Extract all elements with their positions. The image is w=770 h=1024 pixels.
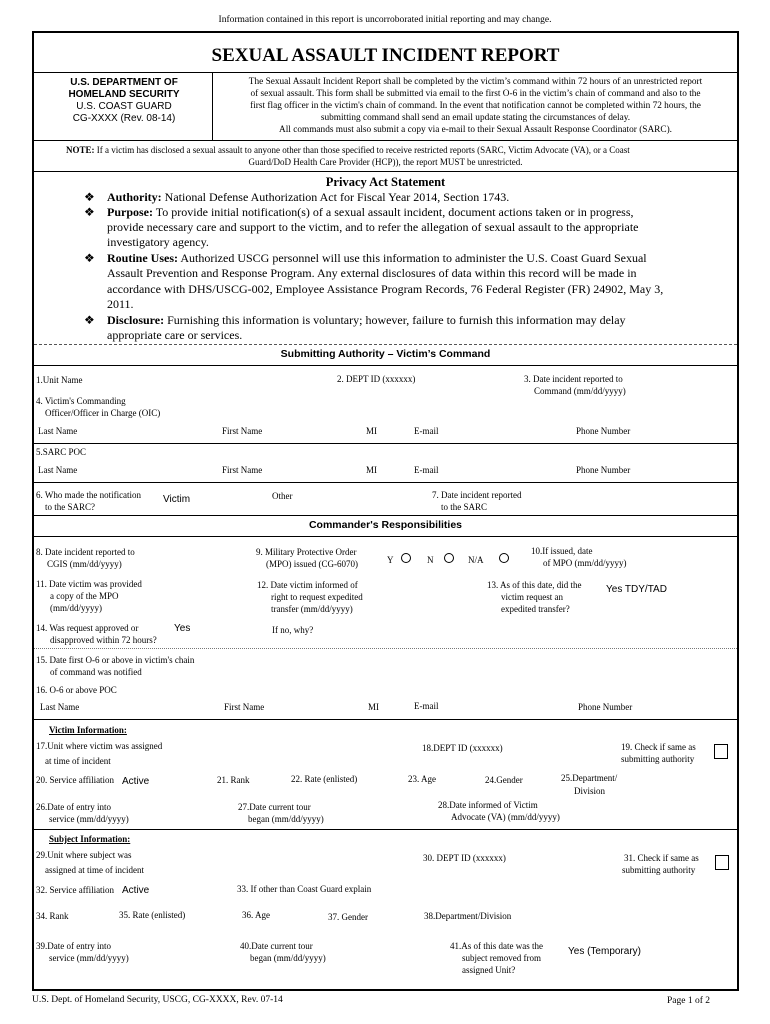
o6-notified-field[interactable]: of command was notified [50,667,142,677]
mpo-copy-label2: a copy of the MPO [50,591,119,601]
o6-first-name-field[interactable]: First Name [224,702,265,712]
date-cgis-field[interactable]: CGIS (mm/dd/yyyy) [47,559,122,569]
privacy-disclosure [107,313,626,327]
victim-dept-id-field[interactable]: 18.DEPT ID (xxxxxx) [422,743,503,753]
subject-rate-field[interactable]: 35. Rate (enlisted) [119,910,186,920]
victim-tour-label1: 27.Date current tour [238,802,311,812]
instructions-line5: All commands must also submit a copy via e-mail to their Sexual Assault Response Coordinator (SARC). [278,125,672,135]
transfer-request-label2: victim request an [501,592,563,602]
co-email-field[interactable]: E-mail [414,426,439,436]
disclosure-label: Disclosure: [107,313,165,327]
routine-text: Authorized USCG personnel will use this information to administer the U.S. Coast Guard Sexual [180,251,647,265]
sarc-first-name-field[interactable]: First Name [222,465,263,475]
note-label: NOTE: [66,145,95,155]
subject-service-label: 32. Service affiliation [36,885,115,895]
if-no-why-field[interactable]: If no, why? [272,625,314,635]
subject-department-field[interactable]: 38.Department/Division [424,911,512,921]
victim-va-label1: 28.Date informed of Victim [438,800,538,810]
diamond-bullet-icon: ❖ [84,313,95,327]
subject-removed-label2: subject removed from [462,953,541,963]
sarc-poc-label: 5.SARC POC [36,447,87,457]
date-reported-sarc-label1: 7. Date incident reported [432,490,522,500]
privacy-routine-uses [107,251,647,265]
routine-line4: 2011. [107,297,134,311]
transfer-informed-label2: right to request expedited [271,592,363,602]
routine-line3: accordance with DHS/USCG-002, Employee Assistance Program Records, 76 Federal Register (FR) 24902, May 3, [107,282,664,296]
subject-same-label2: submitting authority [622,865,696,875]
instructions-line4: submitting command shall send an email update stating the circumstances of delay. [320,113,631,123]
victim-service-select[interactable]: Active [122,776,150,787]
privacy-purpose [107,205,634,219]
sarc-last-name-field[interactable]: Last Name [38,465,78,475]
mpo-option-na-label: N/A [468,555,484,565]
request-approved-label2: disapproved within 72 hours? [50,635,157,645]
subject-tour-date-field[interactable]: began (mm/dd/yyyy) [250,953,326,963]
agency-line1: U.S. DEPARTMENT OF [70,77,178,88]
o6-phone-field[interactable]: Phone Number [578,702,633,712]
disclosure-text: Furnishing this information is voluntary; however, failure to furnish this information may delay [167,313,626,327]
victim-gender-field[interactable]: 24.Gender [485,775,523,785]
commanding-officer-label1: 4. Victim's Commanding [36,396,126,406]
date-reported-command-label1: 3. Date incident reported to [524,374,623,384]
victim-age-field[interactable]: 23. Age [408,774,436,784]
subject-gender-field[interactable]: 37. Gender [328,912,368,922]
authority-label: Authority: [107,190,162,204]
instructions-line2: of sexual assault. This form shall be submitted via email to the first O-6 in the victim’s chain of command and also to the [250,89,701,99]
transfer-request-label3: expedited transfer? [501,604,570,614]
note-line2: Guard/DoD Health Care Provider (HCP)), the report MUST be unrestricted. [248,157,523,167]
instructions-line3: first flag officer in the victim's chain of command. In the event that notification cannot be completed within 72 hours, the [250,101,701,111]
agency-line3: U.S. COAST GUARD [76,101,172,112]
mpo-option-n-label: N [427,555,434,565]
victim-rank-field[interactable]: 21. Rank [217,775,250,785]
unit-name-field[interactable]: 1.Unit Name [36,375,83,385]
dept-id-field[interactable]: 2. DEPT ID (xxxxxx) [337,374,416,384]
instructions-line1: The Sexual Assault Incident Report shall be completed by the victim’s command within 72 hours of an unrestricted report [248,77,703,87]
victim-unit-label1: 17.Unit where victim was assigned [36,741,163,751]
transfer-informed-date-field[interactable]: transfer (mm/dd/yyyy) [271,604,353,614]
form-title: SEXUAL ASSAULT INCIDENT REPORT [211,45,560,66]
mpo-label1: 9. Military Protective Order [256,547,357,557]
top-notice: Information contained in this report is uncorroborated initial reporting and may change. [218,15,552,25]
subject-unit-label1: 29.Unit where subject was [36,850,132,860]
header-divider [212,72,213,140]
mpo-copy-date-field[interactable]: (mm/dd/yyyy) [50,603,102,613]
subject-tour-label1: 40.Date current tour [240,941,313,951]
mpo-date-field[interactable]: of MPO (mm/dd/yyyy) [543,558,627,568]
subject-unit-field[interactable]: assigned at time of incident [45,865,144,875]
privacy-rule [34,344,737,345]
subject-rank-field[interactable]: 34. Rank [36,911,69,921]
privacy-heading: Privacy Act Statement [325,175,446,189]
sarc-rule [34,482,737,483]
sarc-mi-field[interactable]: MI [366,465,377,475]
o6-poc-label: 16. O-6 or above POC [36,685,117,695]
purpose-label: Purpose: [107,205,153,219]
victim-same-label1: 19. Check if same as [621,742,696,752]
commander-heading: Commander's Responsibilities [308,519,463,531]
o6-email-field[interactable]: E-mail [414,701,439,711]
purpose-text: To provide initial notification(s) of a sexual assault incident, document actions taken or in progress, [155,205,634,219]
o6-rule [34,719,737,720]
subject-entry-date-field[interactable]: service (mm/dd/yyyy) [49,953,129,963]
notification-label2: to the SARC? [45,502,96,512]
co-last-name-field[interactable]: Last Name [38,426,78,436]
victim-rule [34,829,737,830]
subject-same-label1: 31. Check if same as [624,853,699,863]
sarc-email-field[interactable]: E-mail [414,465,439,475]
diamond-bullet-icon: ❖ [84,205,95,219]
subject-removed-select[interactable]: Yes (Temporary) [568,946,641,957]
victim-rate-field[interactable]: 22. Rate (enlisted) [291,774,358,784]
notification-rule [34,515,737,516]
victim-entry-date-field[interactable]: service (mm/dd/yyyy) [49,814,129,824]
mpo-copy-label1: 11. Date victim was provided [36,579,142,589]
note-line1 [66,145,630,156]
purpose-line3: investigatory agency. [107,235,209,249]
subject-entry-label1: 39.Date of entry into [36,941,111,951]
notification-label1: 6. Who made the notification [36,490,142,500]
co-rule [34,443,737,444]
victim-unit-field[interactable]: at time of incident [45,756,111,766]
transfer-request-select[interactable]: Yes TDY/TAD [606,584,667,595]
mpo-date-label1: 10.If issued, date [531,546,593,556]
notification-select[interactable]: Victim [163,494,191,505]
victim-service-label: 20. Service affiliation [36,775,115,785]
notification-other-field[interactable]: Other [272,491,293,501]
subject-removed-label1: 41.As of this date was the [450,941,543,951]
mpo-radio-y[interactable] [401,553,411,563]
routine-label: Routine Uses: [107,251,178,265]
victim-entry-label1: 26.Date of entry into [36,802,111,812]
subject-dept-id-field[interactable]: 30. DEPT ID (xxxxxx) [423,853,506,863]
submitting-heading: Submitting Authority – Victim’s Command [280,348,491,360]
subject-service-select[interactable]: Active [122,885,150,896]
commanding-officer-label2: Officer/Officer in Charge (OIC) [45,408,161,418]
privacy-authority [107,190,509,204]
o6-last-name-field[interactable]: Last Name [40,702,80,712]
victim-same-label2: submitting authority [621,754,695,764]
form-number: CG-XXXX (Rev. 08-14) [72,113,176,124]
victim-department-label1: 25.Department/ [561,773,618,783]
routine-line2: Assault Prevention and Response Program. Any external disclosures of data within this record will be made in [107,266,637,280]
victim-same-checkbox[interactable] [714,744,728,759]
header-top-rule [34,72,737,73]
co-mi-field[interactable]: MI [366,426,377,436]
submitting-rule [34,365,737,366]
diamond-bullet-icon: ❖ [84,251,95,265]
mpo-radio-na[interactable] [499,553,509,563]
header-bottom-rule [34,140,737,141]
authority-text: National Defense Authorization Act for Fiscal Year 2014, Section 1743. [164,190,510,204]
page-number: Page 1 of 2 [667,996,711,1006]
victim-tour-date-field[interactable]: began (mm/dd/yyyy) [248,814,324,824]
transfer-informed-label1: 12. Date victim informed of [257,580,358,590]
subject-same-checkbox[interactable] [715,855,729,870]
note-text: If a victim has disclosed a sexual assault to anyone other than those specified to receive restricted reports (SARC, Victim Advocate (VA), or a Coast [96,145,630,155]
mpo-label2: (MPO) issued (CG-6070) [266,559,358,569]
agency-line2: HOMELAND SECURITY [68,89,180,100]
subject-heading: Subject Information: [49,834,131,844]
date-cgis-label1: 8. Date incident reported to [36,547,135,557]
commander-rule [34,536,737,537]
date-reported-command-field[interactable]: Command (mm/dd/yyyy) [534,386,626,396]
victim-va-date-field[interactable]: Advocate (VA) (mm/dd/yyyy) [451,812,560,822]
subject-other-explain-field[interactable]: 33. If other than Coast Guard explain [237,884,372,894]
victim-department-field[interactable]: Division [574,786,606,796]
request-rule [34,648,737,649]
note-rule [34,171,737,172]
o6-notified-label1: 15. Date first O-6 or above in victim's chain [36,655,195,665]
o6-mi-field[interactable]: MI [368,702,379,712]
date-reported-sarc-field[interactable]: to the SARC [441,502,488,512]
request-approved-label1: 14. Was request approved or [36,623,139,633]
transfer-request-label1: 13. As of this date, did the [487,580,582,590]
diamond-bullet-icon: ❖ [84,190,95,204]
sarc-phone-field[interactable]: Phone Number [576,465,631,475]
mpo-radio-n[interactable] [444,553,454,563]
purpose-line2: provide necessary care and support to the victim, and to refer the allegation of sexual assault to the appropriate [107,220,639,234]
footer-form-id: U.S. Dept. of Homeland Security, USCG, CG-XXXX, Rev. 07-14 [32,995,283,1005]
co-first-name-field[interactable]: First Name [222,426,263,436]
request-approved-select[interactable]: Yes [174,623,191,634]
mpo-option-y-label: Y [387,555,394,565]
co-phone-field[interactable]: Phone Number [576,426,631,436]
subject-removed-label3: assigned Unit? [462,965,516,975]
subject-age-field[interactable]: 36. Age [242,910,270,920]
disclosure-line2: appropriate care or services. [107,328,243,342]
victim-heading: Victim Information: [49,725,127,735]
